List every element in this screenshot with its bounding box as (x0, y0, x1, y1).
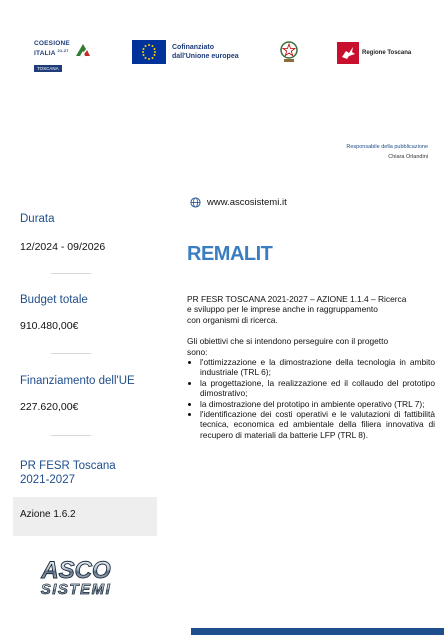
objectives-line-1: Gli obiettivi che si intendono perseguire con il progetto (187, 336, 389, 347)
coesione-tag: TOSCANA (34, 65, 62, 72)
objectives-list (187, 357, 435, 440)
divider (51, 273, 91, 274)
italian-republic-emblem-icon (278, 38, 300, 64)
durata-value-block (20, 241, 105, 253)
objectives-line-2: sono: (187, 346, 208, 357)
coesione-line1: COESIONE (34, 40, 70, 47)
intro-line-2: e sviluppo per le imprese anche in raggruppamento (187, 304, 378, 315)
eu-cofinanced-logo (132, 40, 282, 64)
durata-value: 12/2024 - 09/2026 (20, 241, 106, 253)
objective-item: • la dimostrazione del prototipo in ambiente operativo (TRL 7); (200, 399, 435, 409)
pegasus-icon (337, 42, 359, 64)
coesione-line2: ITALIA (34, 50, 56, 58)
responsabile-label: Responsabile della pubblicazione (346, 144, 428, 150)
globe-icon (190, 197, 201, 208)
responsabile-name: Chiara Orlandini (388, 154, 428, 160)
website-link[interactable]: www.ascosistemi.it (207, 197, 287, 209)
divider (51, 435, 91, 436)
asco-sistemi-logo (18, 554, 134, 598)
bottom-accent-bar (191, 628, 444, 635)
regione-toscana-logo (337, 42, 417, 66)
intro-line-1: PR FESR TOSCANA 2021-2027 – AZIONE 1.1.4 – Ricerca (187, 294, 407, 304)
intro-line-3: con organismi di ricerca. (187, 314, 278, 325)
objective-item: • l'identificazione dei costi operativi e le valutazioni di fattibilità tecnica, economica ed ambientale della filiera innovativa di recupero di materiali da batterie LFP (TRL 8). (200, 409, 435, 440)
pr-fesr-label-2: 2021-2027 (20, 474, 75, 486)
budget-value-block (20, 320, 78, 332)
responsabile-block (346, 142, 428, 162)
azione-label: Azione 1.6.2 (20, 509, 76, 520)
project-description (187, 294, 435, 440)
sistemi-text: SISTEMI (40, 581, 112, 598)
eu-flag-icon (132, 40, 166, 64)
sidebar (13, 195, 157, 536)
finanziamento-label: Finanziamento dell'UE (20, 375, 135, 387)
pr-fesr-label-1: PR FESR Toscana (20, 460, 116, 472)
azione-box (13, 497, 157, 536)
website-line (190, 197, 287, 208)
objective-item: • la progettazione, la realizzazione ed il collaudo del prototipo dimostrativo; (200, 378, 435, 399)
budget-block (20, 294, 88, 306)
durata-label: Durata (20, 213, 55, 225)
eu-line1: Cofinanziato (172, 44, 214, 51)
durata-block (20, 213, 55, 225)
finanziamento-value: 227.620,00€ (20, 401, 79, 413)
budget-label: Budget totale (20, 294, 88, 306)
toscana-text: Regione Toscana (362, 50, 412, 56)
asco-text: ASCO (41, 557, 111, 584)
logos-strip (34, 38, 414, 72)
project-title: REMALIT (187, 243, 273, 265)
eu-line2: dall'Unione europea (172, 53, 239, 60)
objective-item: • l'ottimizzazione e la dimostrazione della tecnologia in ambito industriale (TRL 6); (200, 357, 435, 378)
coesione-mark-icon (74, 42, 92, 58)
coesione-years: 21-27 (57, 48, 69, 53)
finanziamento-block (20, 375, 135, 387)
budget-value: 910.480,00€ (20, 320, 79, 332)
pr-fesr-block (20, 459, 116, 487)
finanziamento-value-block (20, 401, 78, 413)
divider (51, 353, 91, 354)
coesione-italia-logo (34, 40, 96, 72)
